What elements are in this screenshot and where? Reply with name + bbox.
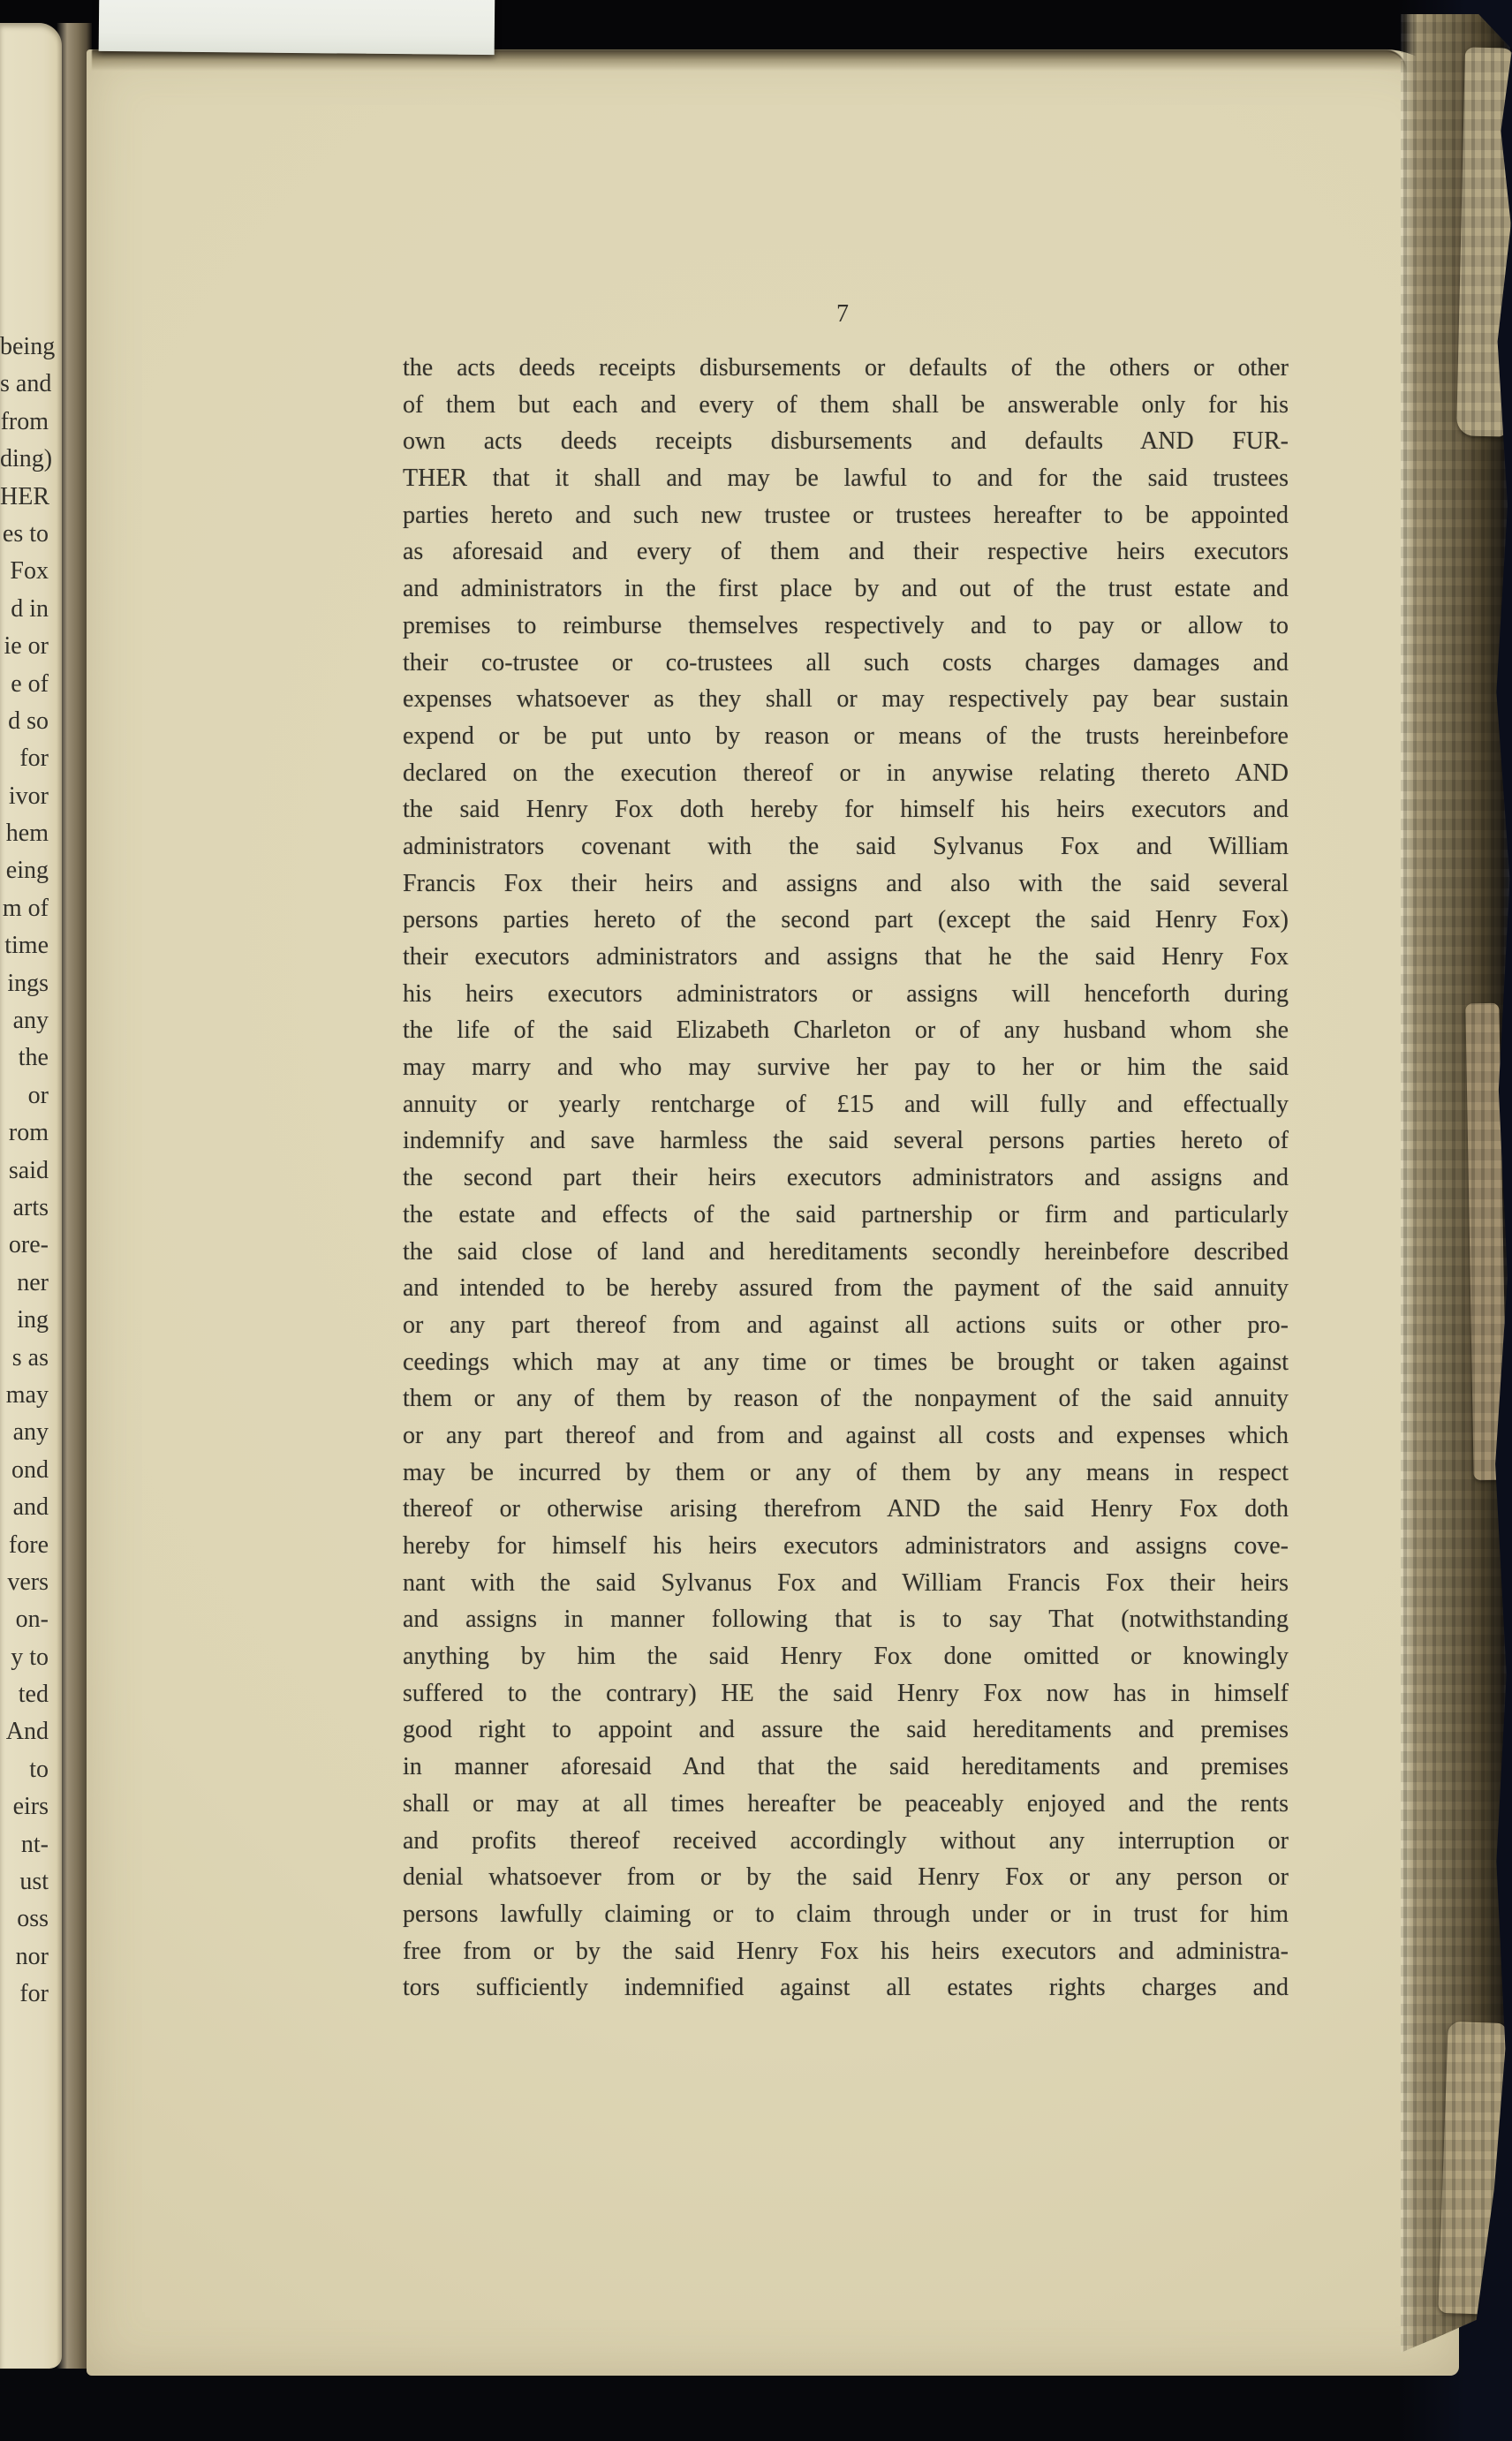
edge-fragment-line: eirs xyxy=(12,1793,49,1821)
text-line: denial whatsoever from or by the said Henry Fox or any person or xyxy=(403,1863,1289,1892)
text-line: parties hereto and such new trustee or trustees hereafter to be appointed xyxy=(403,501,1289,529)
edge-fragment-line: for xyxy=(19,744,49,773)
paper-slip xyxy=(99,0,495,55)
text-line: the said Henry Fox doth hereby for himself his heirs executors and xyxy=(403,796,1289,824)
text-line: in manner aforesaid And that the said hereditaments and premises xyxy=(403,1753,1289,1781)
text-line: thereof or otherwise arising therefrom AND the said Henry Fox doth xyxy=(403,1495,1289,1523)
text-line: shall or may at all times hereafter be peaceably enjoyed and the rents xyxy=(403,1789,1289,1818)
text-line: THER that it shall and may be lawful to and for the said trustees xyxy=(403,465,1289,493)
text-line: the acts deeds receipts disbursements or defaults of the others or other xyxy=(403,354,1289,382)
edge-fragment-line: for xyxy=(19,1980,49,2008)
text-line: premises to reimburse themselves respectively and to pay or allow to xyxy=(403,611,1289,639)
edge-fragment-line: fore xyxy=(8,1530,49,1559)
edge-fragment-line: eing xyxy=(5,857,49,885)
text-line: expend or be put unto by reason or means of the trusts hereinbefore xyxy=(403,722,1289,750)
edge-fragment-line: ivor xyxy=(8,782,49,810)
edge-fragment-line: nt- xyxy=(20,1830,49,1858)
edge-fragment-line: may xyxy=(5,1380,49,1409)
text-line: and administrators in the first place by and out of the trust estate and xyxy=(403,575,1289,603)
edge-fragment-line: time xyxy=(4,932,49,960)
edge-fragment-line: d in xyxy=(11,594,49,623)
edge-fragment-line: arts xyxy=(12,1193,49,1221)
edge-fragment-line: m of xyxy=(2,894,49,922)
edge-fragment-line: ted xyxy=(18,1681,49,1709)
text-line: free from or by the said Henry Fox his heirs executors and administra- xyxy=(403,1937,1289,1965)
text-line: and intended to be hereby assured from the payment of the said annuity xyxy=(403,1274,1289,1303)
edge-fragment-line: rom xyxy=(8,1119,49,1147)
text-line: indemnify and save harmless the said several persons parties hereto of xyxy=(403,1127,1289,1155)
edge-fragment-line: from xyxy=(0,407,49,435)
edge-fragment-line: the xyxy=(18,1044,49,1072)
text-line: administrators covenant with the said Sylvanus Fox and William xyxy=(403,832,1289,860)
edge-fragment-line: any xyxy=(12,1418,49,1447)
edge-fragment-line: e of xyxy=(11,669,49,698)
text-line: annuity or yearly rentcharge of £15 and will fully and effectually xyxy=(403,1090,1289,1118)
text-line: ceedings which may at any time or times be brought or taken against xyxy=(403,1348,1289,1376)
edge-fragment-line: y to xyxy=(11,1643,49,1671)
edge-fragment-line: And xyxy=(5,1718,49,1746)
text-line: persons parties hereto of the second part (except the said Henry Fox) xyxy=(403,906,1289,934)
edge-fragment-line: ond xyxy=(11,1455,49,1484)
text-line: nant with the said Sylvanus Fox and William Francis Fox their heirs xyxy=(403,1568,1289,1597)
edge-fragment-line: ust xyxy=(19,1868,49,1896)
text-line: good right to appoint and assure the said hereditaments and premises xyxy=(403,1716,1289,1744)
text-line: or any part thereof from and against all actions suits or other pro- xyxy=(403,1311,1289,1339)
edge-fragment-line: hem xyxy=(5,820,49,848)
edge-fragment-line: oss xyxy=(17,1905,49,1933)
text-line: the second part their heirs executors administrators and assigns and xyxy=(403,1164,1289,1192)
edge-fragment-line: any xyxy=(12,1007,49,1035)
edge-fragment-line: s as xyxy=(11,1343,49,1372)
text-line: may be incurred by them or any of them by any means in respect xyxy=(403,1458,1289,1486)
text-line: the said close of land and hereditaments secondly hereinbefore described xyxy=(403,1237,1289,1266)
text-line: them or any of them by reason of the nonpayment of the said annuity xyxy=(403,1385,1289,1413)
text-line: the estate and effects of the said partnership or firm and particularly xyxy=(403,1200,1289,1228)
text-line: his heirs executors administrators or assigns will henceforth during xyxy=(403,979,1289,1008)
edge-fragment-line: to xyxy=(29,1755,49,1783)
text-line: suffered to the contrary) HE the said Henry Fox now has in himself xyxy=(403,1679,1289,1707)
edge-fragment-line: or xyxy=(27,1081,49,1109)
text-line: as aforesaid and every of them and their respective heirs executors xyxy=(403,538,1289,566)
main-page xyxy=(87,49,1459,2376)
page-number: 7 xyxy=(836,300,849,328)
edge-fragment-line: d so xyxy=(8,707,49,735)
edge-fragment-line: ner xyxy=(17,1268,49,1296)
text-line: the life of the said Elizabeth Charleton or of any husband whom she xyxy=(403,1016,1289,1045)
left-edge-fragments xyxy=(0,329,56,2014)
text-line: Francis Fox their heirs and assigns and also with the said several xyxy=(403,869,1289,897)
fore-edge-pages xyxy=(1401,14,1512,2353)
edge-fragment-line: on- xyxy=(15,1606,49,1634)
page-text-block xyxy=(403,350,1289,2006)
text-line: declared on the execution thereof or in anywise relating thereto AND xyxy=(403,759,1289,787)
edge-fragment-line: ie or xyxy=(4,632,49,661)
edge-fragment-line: Fox xyxy=(10,557,49,586)
text-line: their executors administrators and assigns that he the said Henry Fox xyxy=(403,943,1289,971)
edge-fragment-line: es to xyxy=(2,519,49,548)
text-line: their co-trustee or co-trustees all such costs charges damages and xyxy=(403,648,1289,676)
text-line: tors sufficiently indemnified against all estates rights charges and xyxy=(403,1974,1289,2002)
edge-fragment-line: and xyxy=(12,1493,49,1522)
text-line: expenses whatsoever as they shall or may respectively pay bear sustain xyxy=(403,685,1289,714)
edge-fragment-line: HER xyxy=(0,482,49,510)
text-line: own acts deeds receipts disbursements and defaults AND FUR- xyxy=(403,427,1289,456)
edge-fragment-line: vers xyxy=(7,1568,49,1596)
edge-fragment-line: ing xyxy=(17,1306,49,1334)
edge-fragment-line: s and xyxy=(0,370,52,398)
text-line: and profits thereof received accordingly without any interruption or xyxy=(403,1826,1289,1855)
text-line: hereby for himself his heirs executors administrators and assigns cove- xyxy=(403,1532,1289,1560)
edge-fragment-line: being xyxy=(0,333,56,360)
text-line: persons lawfully claiming or to claim through under or in trust for him xyxy=(403,1900,1289,1928)
text-line: and assigns in manner following that is to say That (notwithstanding xyxy=(403,1606,1289,1634)
edge-fragment-line: nor xyxy=(15,1942,49,1970)
text-line: may marry and who may survive her pay to her or him the said xyxy=(403,1054,1289,1082)
edge-fragment-line: ding) xyxy=(0,445,53,473)
left-page-strip xyxy=(0,23,62,2369)
text-line: of them but each and every of them shall be answerable only for his xyxy=(403,390,1289,419)
edge-fragment-line: ore- xyxy=(8,1231,49,1259)
edge-fragment-line: said xyxy=(8,1156,49,1184)
edge-fragment-line: ings xyxy=(7,969,49,997)
text-line: or any part thereof and from and against all costs and expenses which xyxy=(403,1421,1289,1449)
text-line: anything by him the said Henry Fox done omitted or knowingly xyxy=(403,1643,1289,1671)
